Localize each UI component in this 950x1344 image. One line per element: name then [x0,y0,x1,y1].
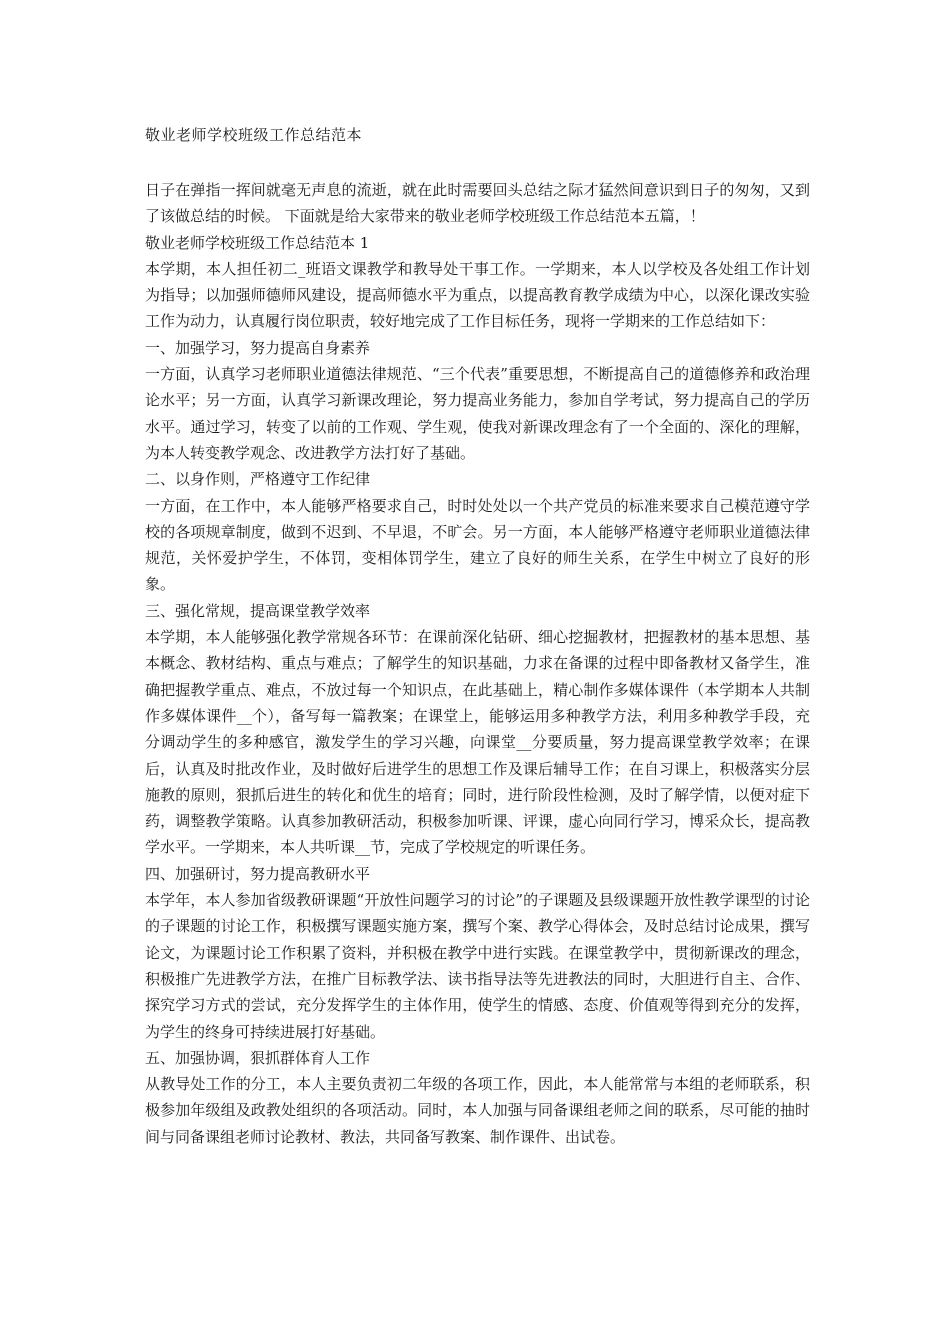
section-heading: 一、加强学习，努力提高自身素养 [145,338,371,357]
body-paragraph: 本学期，本人担任初二_班语文课教学和教导处干事工作。一学期来，本人以学校及各处组工作计划为指导；以加强师德师风建设，提高师德水平为重点，以提高教育教学成绩为中心，以深化课改实验工作为动力，认真履行岗位职责，较好地完成了工作目标任务，现将一学期来的工作总结如下： [145,259,810,331]
section-heading-1: 敬业老师学校班级工作总结范本 1 [145,233,370,252]
document-body [145,177,810,1150]
body-paragraph: 本学期，本人能够强化教学常规各环节：在课前深化钻研、细心挖掘教材，把握教材的基本思想、基本概念、教材结构、重点与难点；了解学生的知识基础，力求在备课的过程中即备教材又备学生，准确把握教学重点、难点，不放过每一个知识点，在此基础上，精心制作多媒体课件（本学期本人共制作多媒体课件__个），备写每一篇教案；在课堂上，能够运用多种教学方法，利用多种教学手段，充分调动学生的多种感官，激发学生的学习兴趣，向课堂__分要质量，努力提高课堂教学效率；在课后，认真及时批改作业，及时做好后进学生的思想工作及课后辅导工作；在自习课上，积极落实分层施教的原则，狠抓后进生的转化和优生的培育；同时，进行阶段性检测，及时了解学情，以便对症下药，调整教学策略。认真参加教研活动，积极参加听课、评课，虚心向同行学习，博采众长，提高教学水平。一学期来，本人共听课__节，完成了学校规定的听课任务。 [145,628,810,857]
intro-paragraph: 日子在弹指一挥间就毫无声息的流逝，就在此时需要回头总结之际才猛然间意识到日子的匆匆，又到了该做总结的时候。 下面就是给大家带来的敬业老师学校班级工作总结范本五篇，！ [145,181,810,226]
section-heading: 三、强化常规，提高课堂教学效率 [145,601,371,620]
section-heading: 五、加强协调，狠抓群体育人工作 [145,1048,371,1067]
document-page [145,118,810,1150]
body-paragraph: 从教导处工作的分工，本人主要负责初二年级的各项工作，因此，本人能常常与本组的老师联系，积极参加年级组及政教处组织的各项活动。同时，本人加强与同备课组老师之间的联系，尽可能的抽时间与同备课组老师讨论教材、教法，共同备写教案、制作课件、出试卷。 [145,1075,810,1146]
body-paragraph: 一方面，认真学习老师职业道德法律规范、“三个代表”重要思想，不断提高自己的道德修养和政治理论水平；另一方面，认真学习新课改理论，努力提高业务能力，参加自学考试，努力提高自己的学历水平。通过学习，转变了以前的工作观、学生观，使我对新课改理念有了一个全面的、深化的理解，为本人转变教学观念、改进教学方法打好了基础。 [145,365,810,462]
body-paragraph: 一方面，在工作中，本人能够严格要求自己，时时处处以一个共产党员的标准来要求自己模范遵守学校的各项规章制度，做到不迟到、不早退，不旷会。另一方面，本人能够严格遵守老师职业道德法律规范，关怀爱护学生，不体罚，变相体罚学生，建立了良好的师生关系，在学生中树立了良好的形象。 [145,496,810,594]
section-heading: 二、以身作则，严格遵守工作纪律 [145,470,371,489]
section-heading: 四、加强研讨，努力提高教研水平 [145,864,371,883]
document-title: 敬业老师学校班级工作总结范本 [145,126,363,144]
body-paragraph: 本学年，本人参加省级教研课题“开放性问题学习的讨论”的子课题及县级课题开放性教学课型的讨论的子课题的讨论工作，积极撰写课题实施方案，撰写个案、教学心得体会，及时总结讨论成果，撰写论文，为课题讨论工作积累了资料，并积极在教学中进行实践。在课堂教学中，贯彻新课改的理念，积极推广先进教学方法，在推广目标教学法、读书指导法等先进教法的同时，大胆进行自主、合作、探究学习方式的尝试，充分发挥学生的主体作用，使学生的情感、态度、价值观等得到充分的发挥，为学生的终身可持续进展打好基础。 [145,891,810,1041]
